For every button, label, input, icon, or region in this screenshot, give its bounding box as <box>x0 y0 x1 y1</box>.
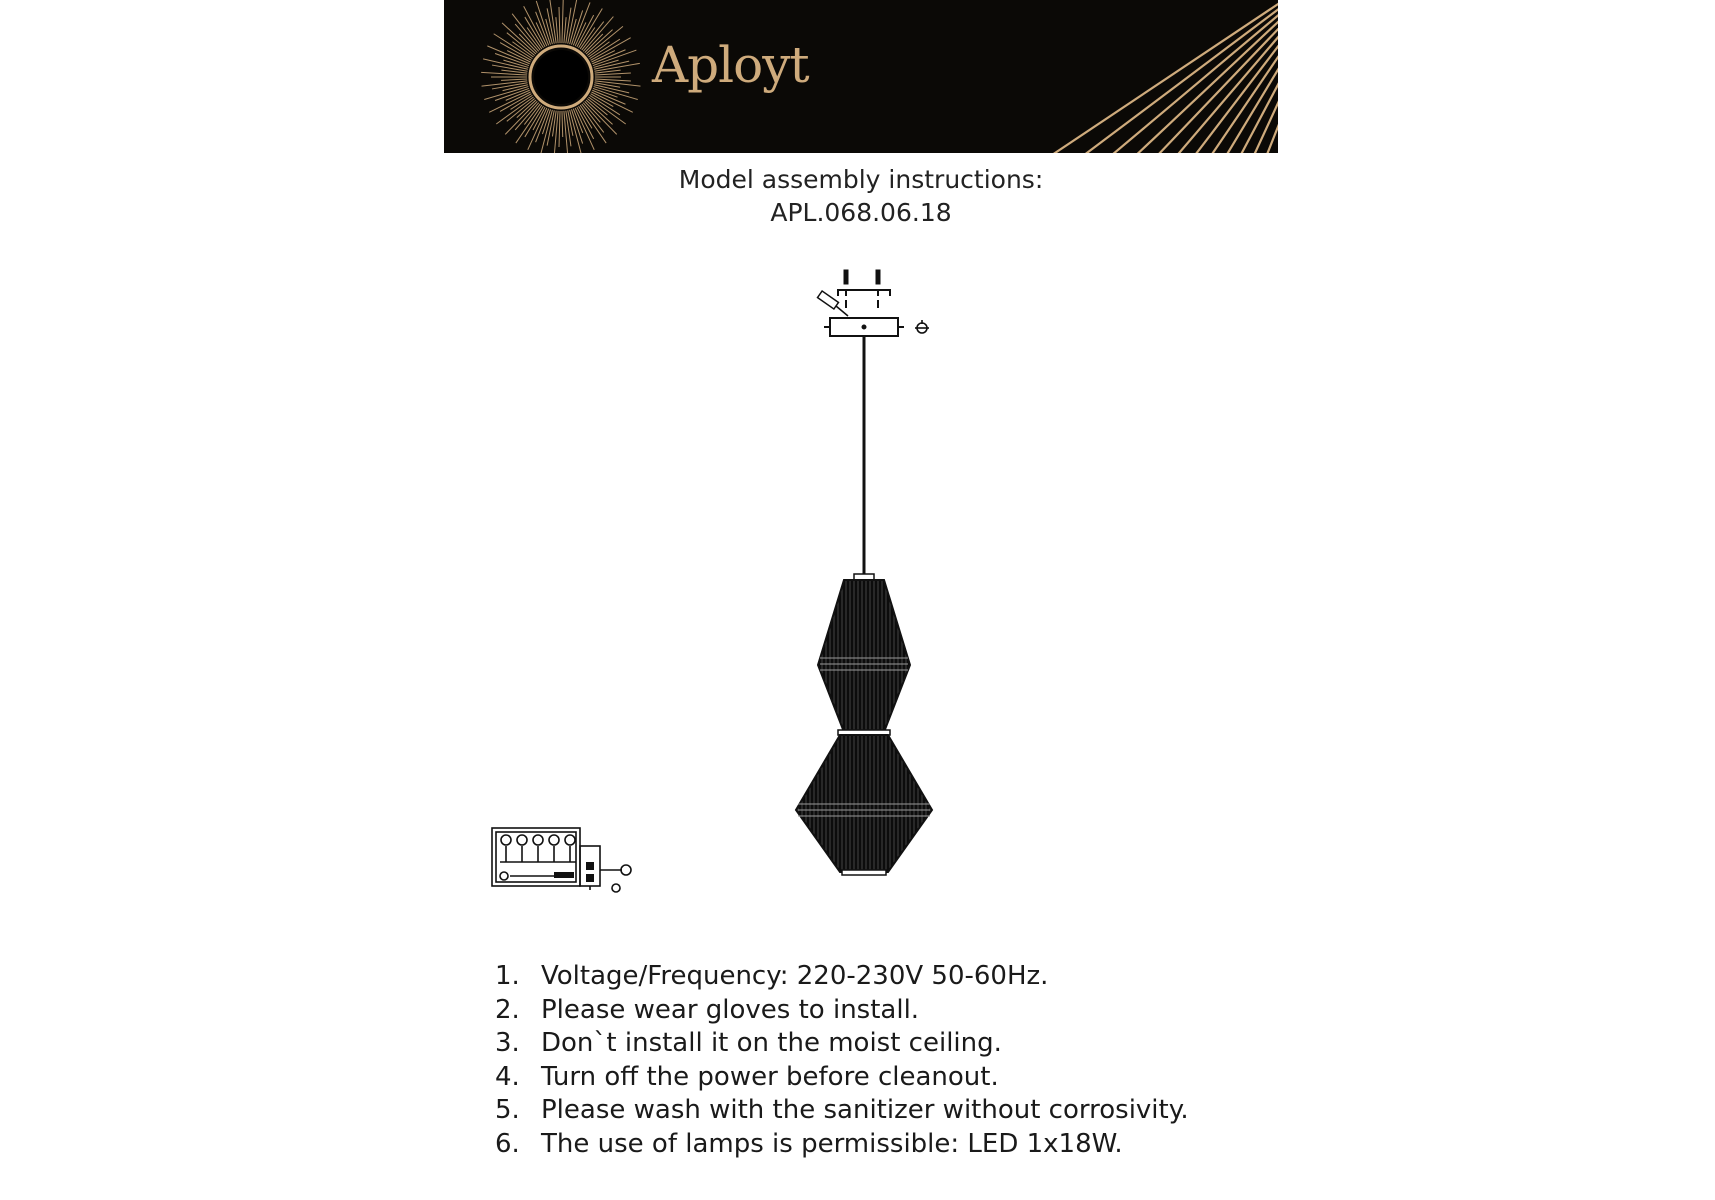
list-item <box>495 1094 1189 1128</box>
ground-symbol-icon <box>915 320 929 333</box>
item-number: 3. <box>495 1028 520 1058</box>
list-item <box>495 960 1189 994</box>
instructions-list <box>495 960 1189 1161</box>
screwdriver-icon <box>818 291 848 316</box>
upper-shade <box>818 580 910 732</box>
item-number: 1. <box>495 961 520 991</box>
item-number: 5. <box>495 1095 520 1125</box>
sunburst-logo-icon <box>444 0 1278 153</box>
list-item <box>495 1128 1189 1162</box>
list-item <box>495 1061 1189 1095</box>
terminal-block-wiring-diagram <box>490 826 660 906</box>
item-text: Please wash with the sanitizer without corrosivity. <box>541 1095 1189 1125</box>
header-banner <box>444 0 1278 153</box>
model-number: APL.068.06.18 <box>770 198 952 227</box>
item-number: 6. <box>495 1128 520 1159</box>
terminal-screws <box>500 835 576 862</box>
pendant-lamp-drawing <box>780 260 960 880</box>
ceiling-canopy <box>824 318 904 336</box>
document-title <box>444 163 1278 229</box>
title-line-1: Model assembly instructions: <box>678 165 1044 194</box>
item-number: 4. <box>495 1061 520 1092</box>
item-text: Don`t install it on the moist ceiling. <box>541 1028 1002 1058</box>
mounting-screws <box>844 270 880 296</box>
item-text: The use of lamps is permissible: LED 1x18W. <box>541 1128 1123 1159</box>
lower-shade <box>796 735 932 872</box>
item-number: 2. <box>495 994 520 1025</box>
shade-bottom-ring <box>842 870 886 875</box>
item-text: Please wear gloves to install. <box>541 994 920 1025</box>
item-text: Voltage/Frequency: 220-230V 50-60Hz. <box>541 961 1049 991</box>
item-text: Turn off the power before cleanout. <box>541 1061 999 1092</box>
list-item <box>495 994 1189 1028</box>
list-item <box>495 1027 1189 1061</box>
brand-name: Aployt <box>652 36 809 94</box>
